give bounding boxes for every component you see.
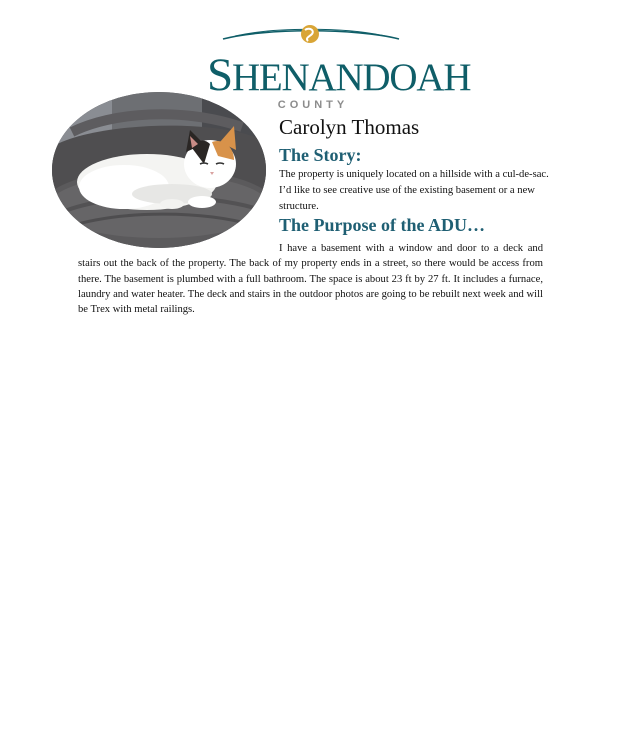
cat-photo-icon [52, 92, 266, 248]
person-name: Carolyn Thomas [279, 115, 420, 139]
cat-photo [52, 92, 266, 248]
purpose-text: I have a basement with a window and door to a deck and stairs out the back of the property. The back of my property ends in a street, so there would be access from there. The basement is plumbed with a full bathroom. The space is about 23 ft by 27 ft. It includes a furnace, laundry and water heater. The deck and stairs in the outdoor photos are going to be rebuilt next week and will be Trex with metal railings. [78, 243, 543, 316]
logo-wordmark [207, 49, 471, 101]
logo-first-letter: S [207, 49, 232, 101]
purpose-heading: The Purpose of the ADU… [279, 215, 485, 235]
story-text: The property is uniquely located on a hillside with a cul-de-sac. I’d like to see creative use of the existing basement or a new structure. [279, 169, 549, 212]
shenandoah-county-logo [205, 22, 471, 111]
story-heading: The Story: [279, 145, 362, 165]
logo-subtitle: COUNTY [277, 99, 349, 111]
logo-rest-letters: HENANDOAH [231, 56, 471, 99]
